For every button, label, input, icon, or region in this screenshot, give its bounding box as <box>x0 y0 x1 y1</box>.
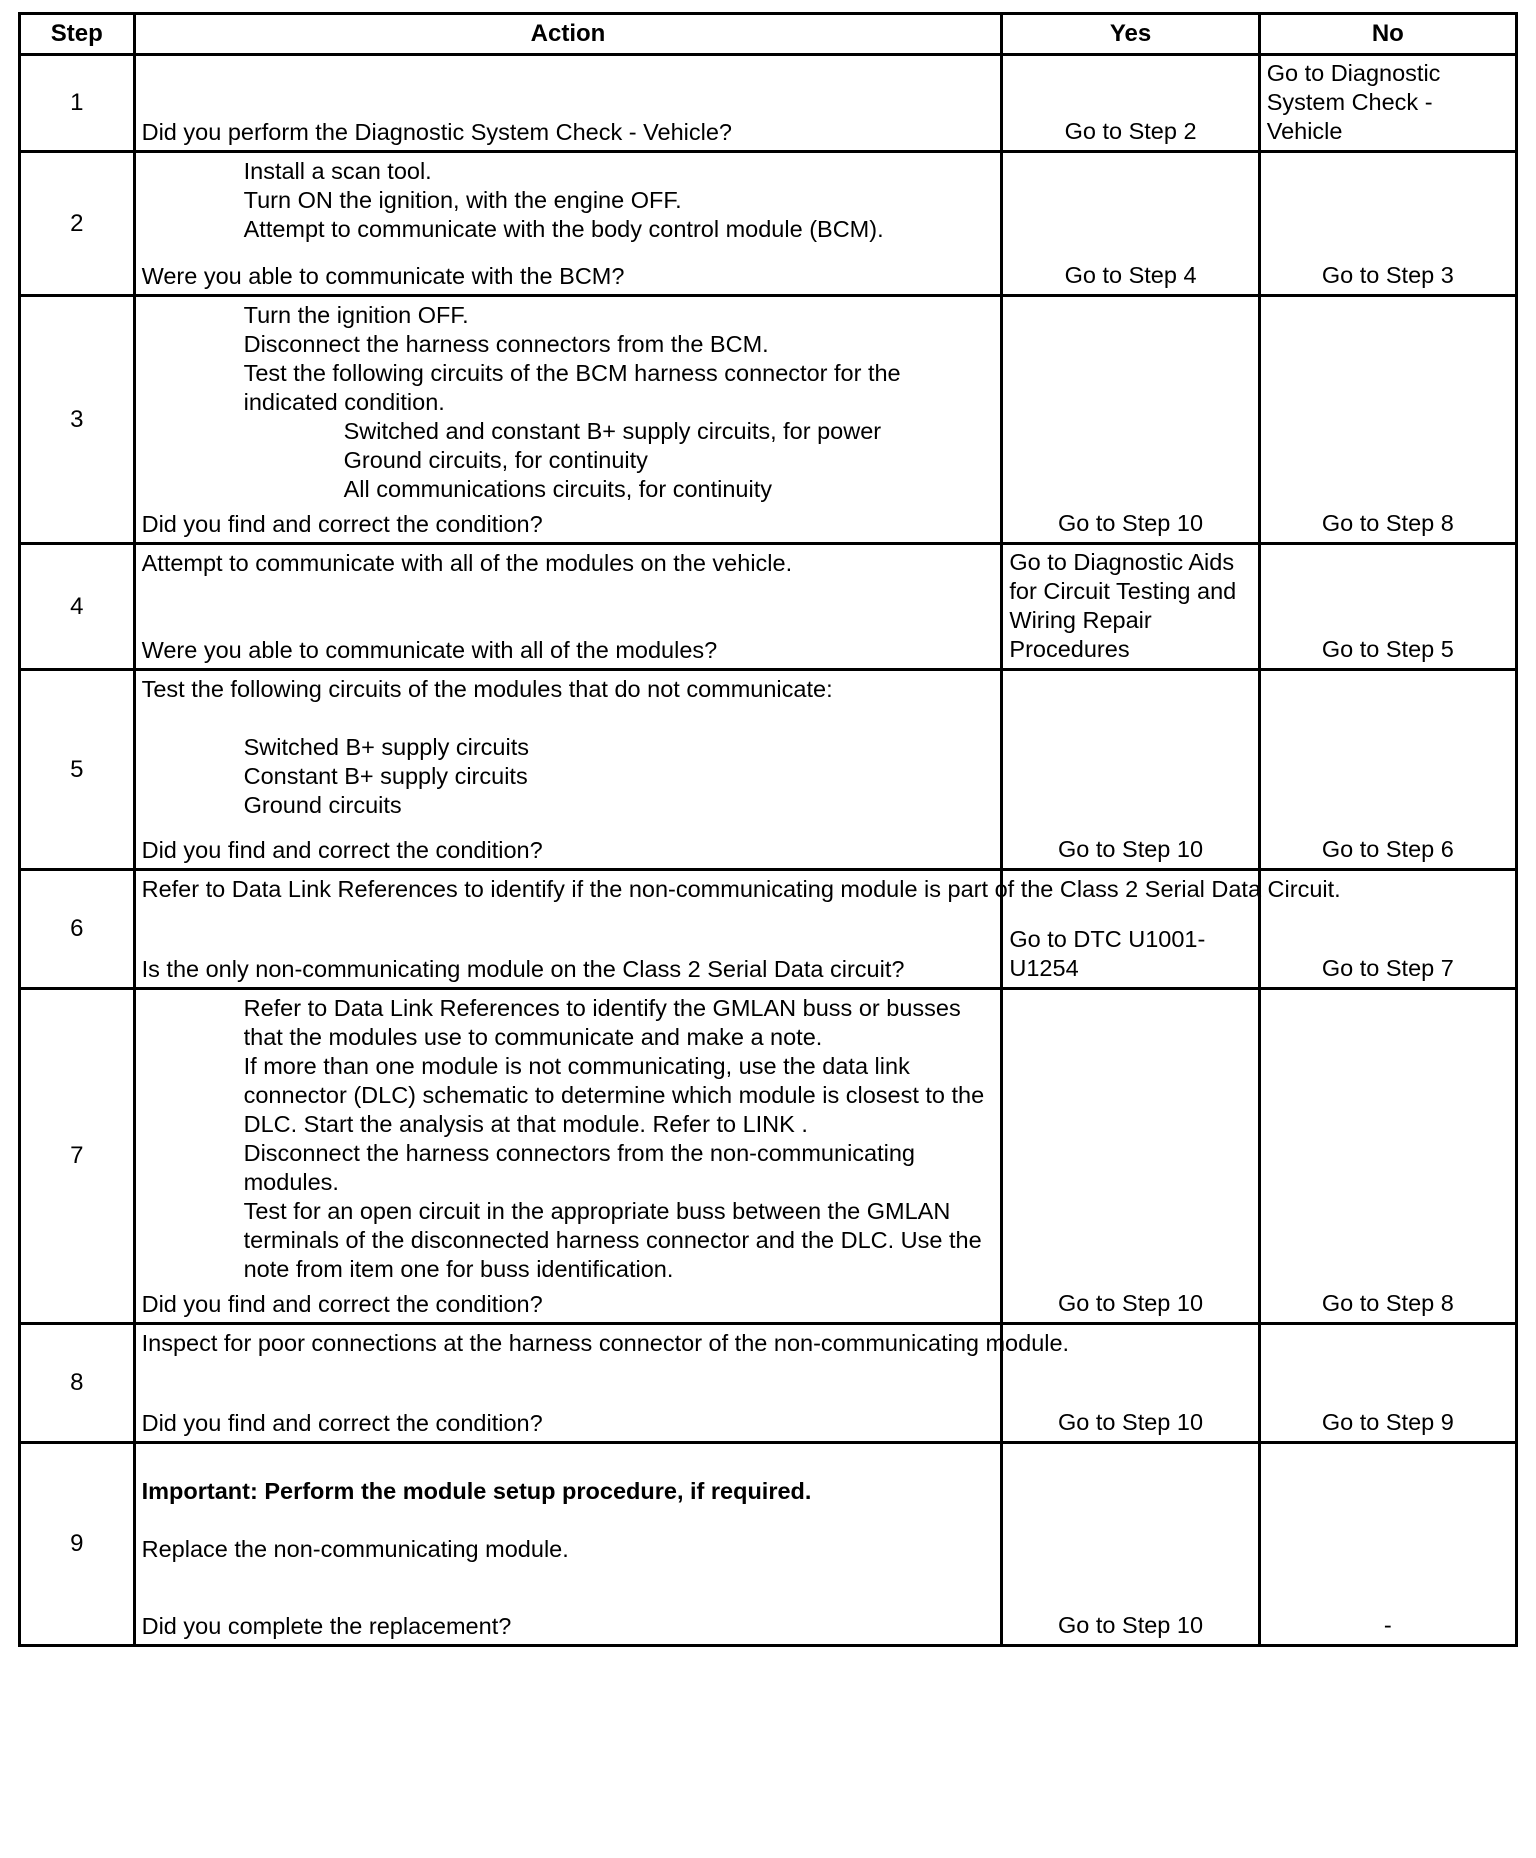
action-content <box>136 545 1001 668</box>
no-result-text: Go to Diagnostic System Check - Vehicle <box>1266 60 1441 144</box>
action-subitem: All communications circuits, for continuity <box>343 476 772 502</box>
no-result-text: Go to Step 5 <box>1321 636 1454 662</box>
action-instructions <box>142 994 995 1284</box>
action-content <box>136 990 1001 1322</box>
action-question: Were you able to communicate with all of the modules? <box>141 637 718 663</box>
yes-result-text: Go to Step 10 <box>1058 1612 1204 1638</box>
no-result-text: Go to Step 8 <box>1321 510 1454 536</box>
action-question: Did you find and correct the condition? <box>141 1291 543 1317</box>
action-cell <box>134 55 1002 152</box>
no-result <box>1259 1324 1516 1443</box>
yes-result <box>1002 296 1259 544</box>
spacer <box>142 1448 995 1477</box>
table-row <box>20 55 1517 152</box>
yes-result <box>1002 870 1259 989</box>
yes-result-text: Go to DTC U1001-U1254 <box>1009 926 1206 981</box>
action-item: Constant B+ supply circuits <box>243 763 528 789</box>
table-row <box>20 989 1517 1324</box>
no-result <box>1259 989 1516 1324</box>
action-instructions <box>142 157 995 244</box>
action-instructions <box>142 549 995 578</box>
action-question: Were you able to communicate with the BCM? <box>141 263 625 289</box>
action-item: Switched B+ supply circuits <box>243 734 529 760</box>
action-item: Turn ON the ignition, with the engine OFF. <box>243 187 682 213</box>
spacer <box>142 1506 995 1535</box>
step-number: 9 <box>20 1443 135 1646</box>
action-item: Test the following circuits of the BCM harness connector for the indicated condition. <box>243 360 901 415</box>
yes-result <box>1002 989 1259 1324</box>
yes-result-text: Go to Diagnostic Aids for Circuit Testing and Wiring Repair Procedures <box>1009 549 1237 662</box>
action-question: Did you find and correct the condition? <box>141 1410 543 1436</box>
action-instructions <box>141 875 1341 904</box>
action-subitem: Ground circuits, for continuity <box>343 447 648 473</box>
step-number: 2 <box>20 152 135 296</box>
header-no: No <box>1259 14 1516 55</box>
action-item: Attempt to communicate with the body control module (BCM). <box>243 216 884 242</box>
header-row <box>20 14 1517 55</box>
yes-result <box>1002 1324 1259 1443</box>
action-item: Turn the ignition OFF. <box>243 302 469 328</box>
action-cell <box>134 670 1002 870</box>
no-result <box>1259 55 1516 152</box>
step-number: 7 <box>20 989 135 1324</box>
action-cell <box>134 296 1002 544</box>
action-content <box>136 1325 1070 1441</box>
table-row <box>20 544 1517 670</box>
yes-result <box>1002 152 1259 296</box>
step-number: 4 <box>20 544 135 670</box>
action-cell <box>134 1443 1002 1646</box>
step-number: 1 <box>20 55 135 152</box>
yes-result-text: Go to Step 2 <box>1064 118 1197 144</box>
action-cell <box>134 544 1002 670</box>
action-cell <box>134 1324 1070 1443</box>
action-content <box>136 56 1001 150</box>
no-result <box>1259 670 1516 870</box>
yes-result-text: Go to Step 10 <box>1058 510 1204 536</box>
action-item: Disconnect the harness connectors from the non-communicating modules. <box>243 1140 916 1195</box>
yes-result <box>1002 1443 1259 1646</box>
table-row <box>20 296 1517 544</box>
action-question: Is the only non-communicating module on the Class 2 Serial Data circuit? <box>141 956 905 982</box>
header-step: Step <box>20 14 135 55</box>
table-row <box>20 1324 1517 1443</box>
yes-result-text: Go to Step 10 <box>1058 836 1204 862</box>
action-cell <box>134 152 1002 296</box>
step-number: 8 <box>20 1324 135 1443</box>
action-question: Did you perform the Diagnostic System Check - Vehicle? <box>141 119 732 145</box>
action-intro: Inspect for poor connections at the harness connector of the non-communicating module. <box>141 1330 1070 1356</box>
action-instructions <box>142 675 995 820</box>
no-result-text: Go to Step 3 <box>1321 262 1454 288</box>
important-note: Important: Perform the module setup procedure, if required. <box>141 1478 812 1504</box>
yes-result <box>1002 55 1259 152</box>
header-action: Action <box>134 14 1002 55</box>
header-yes: Yes <box>1002 14 1259 55</box>
no-result <box>1259 1443 1516 1646</box>
action-content <box>136 297 1001 542</box>
action-instructions <box>141 1329 1070 1358</box>
yes-result-text: Go to Step 4 <box>1064 262 1197 288</box>
yes-result <box>1002 544 1259 670</box>
action-text: Replace the non-communicating module. <box>141 1536 569 1562</box>
no-result <box>1259 296 1516 544</box>
action-intro: Refer to Data Link References to identify if the non-communicating module is part of the Class 2 Serial Data Circuit. <box>141 876 1341 902</box>
action-subitem: Switched and constant B+ supply circuits, for power <box>343 418 882 444</box>
no-result-text: - <box>1383 1612 1392 1638</box>
action-content <box>136 153 1001 294</box>
no-result <box>1259 544 1516 670</box>
action-instructions <box>142 1448 995 1564</box>
no-result <box>1259 152 1516 296</box>
no-result-text: Go to Step 6 <box>1321 836 1454 862</box>
action-intro: Test the following circuits of the modules that do not communicate: <box>141 676 833 702</box>
action-item: Test for an open circuit in the appropriate buss between the GMLAN terminals of the disconnected harness connector and the DLC. Use the note from item one for buss identification. <box>243 1198 982 1282</box>
no-result <box>1259 870 1516 989</box>
action-content <box>136 1444 1001 1644</box>
no-result-text: Go to Step 7 <box>1321 955 1454 981</box>
action-instructions <box>142 301 995 504</box>
action-content <box>136 671 1001 868</box>
action-item: Refer to Data Link References to identify the GMLAN buss or busses that the modules use to communicate and make a note. <box>243 995 961 1050</box>
action-question: Did you find and correct the condition? <box>141 837 543 863</box>
table-row <box>20 870 1517 989</box>
yes-result <box>1002 670 1259 870</box>
action-item: Ground circuits <box>243 792 402 818</box>
yes-result-text: Go to Step 10 <box>1058 1409 1204 1435</box>
action-item: If more than one module is not communicating, use the data link connector (DLC) schematic to determine which module is closest to the DLC. Start the analysis at that module. Refer to LINK . <box>243 1053 985 1137</box>
action-item: Install a scan tool. <box>243 158 432 184</box>
action-item: Disconnect the harness connectors from the BCM. <box>243 331 769 357</box>
step-number: 3 <box>20 296 135 544</box>
table-row <box>20 670 1517 870</box>
diagnostic-table <box>18 12 1518 1647</box>
yes-result-text: Go to Step 10 <box>1058 1290 1204 1316</box>
action-question: Did you complete the replacement? <box>141 1613 512 1639</box>
step-number: 5 <box>20 670 135 870</box>
table-body <box>20 55 1517 1646</box>
no-result-text: Go to Step 8 <box>1321 1290 1454 1316</box>
table-row <box>20 1443 1517 1646</box>
action-cell <box>134 989 1002 1324</box>
no-result-text: Go to Step 9 <box>1321 1409 1454 1435</box>
action-question: Did you find and correct the condition? <box>141 511 543 537</box>
table-row <box>20 152 1517 296</box>
step-number: 6 <box>20 870 135 989</box>
spacer <box>142 704 995 733</box>
action-intro: Attempt to communicate with all of the modules on the vehicle. <box>141 550 793 576</box>
